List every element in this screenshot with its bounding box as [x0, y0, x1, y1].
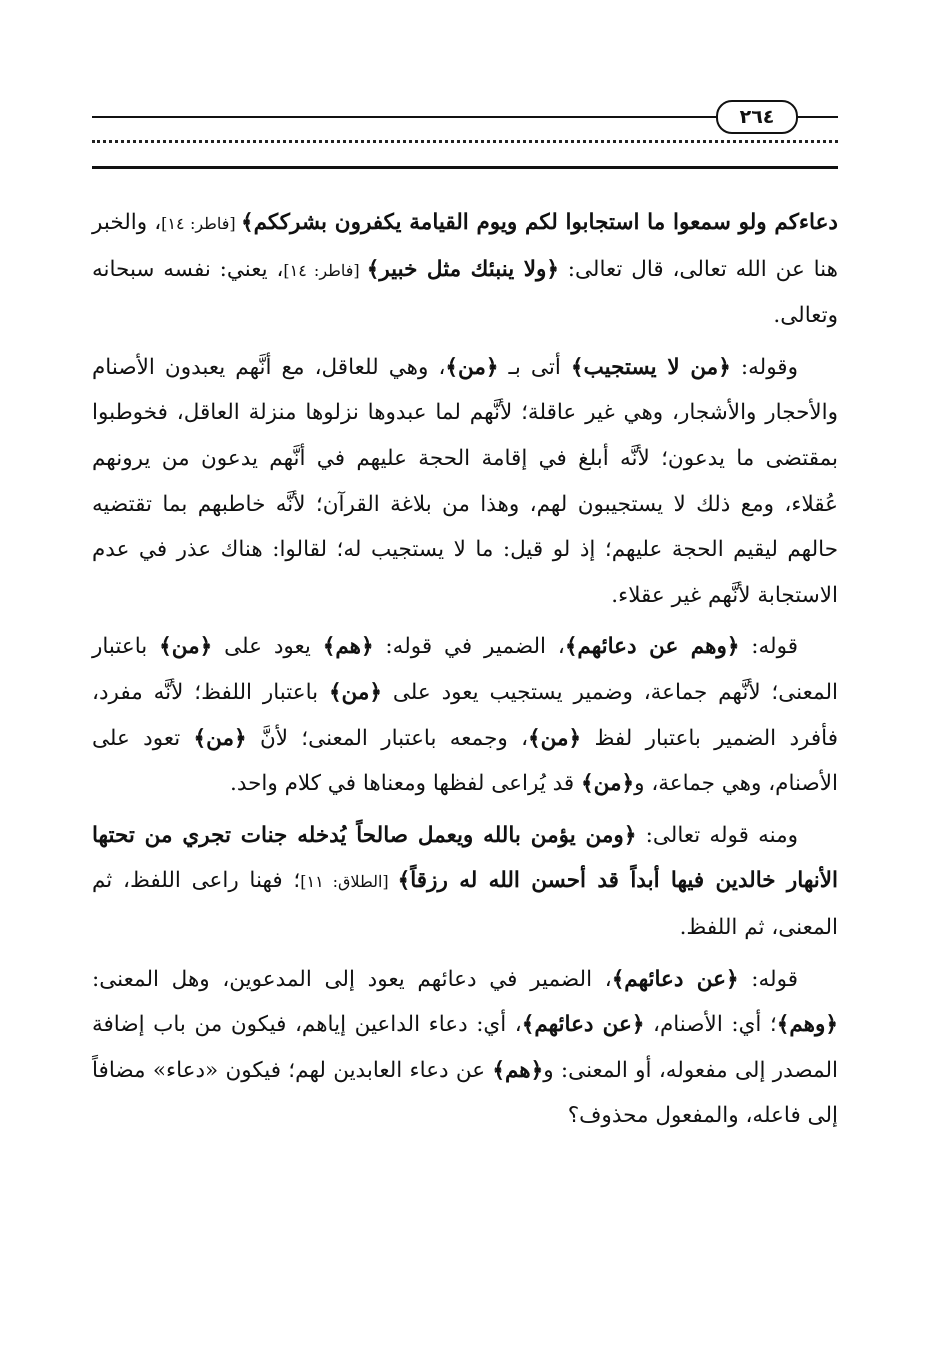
- body-text: ، يعني: نفسه سبحانه وتعالى.: [92, 256, 838, 329]
- quran-quote: ﴿من﴾: [159, 634, 213, 660]
- quran-quote: ﴿من﴾: [445, 354, 499, 380]
- page-number: ٢٦٤: [716, 100, 798, 134]
- page-header: [92, 96, 838, 176]
- body-text: ، وهي للعاقل، مع أنَّهم يعبدون الأصنام والأحجار والأشجار، وهي غير عاقلة؛ لأنَّهم لما عبدوها نزلوها منزلة العاقل، فخوطبوا بمقتضى ما يدعون؛ لأنَّه أبلغ في إقامة الحجة عليهم في أنَّهم يدعون من يرونهم عُقلاء، ومع ذلك لا يستجيبون لهم، وهذا من بلاغة القرآن؛ لأنَّه خاطبهم بما تقتضيه حالهم ليقيم الحجة عليهم؛ إذ لو قيل: ما لا يستجيب له؛ لقالوا: هناك عذر في عدم الاستجابة لأنَّهم غير عقلاء.: [92, 354, 838, 608]
- quran-quote: ﴿ومن يؤمن بالله ويعمل صالحاً يُدخله جنات تجري من تحتها الأنهار خالدين فيها أبداً قد أحسن الله له رزقاً﴾: [92, 822, 838, 894]
- paragraph-2: [92, 345, 838, 619]
- quran-quote: ﴿عن دعائهم﴾: [521, 1012, 645, 1038]
- paragraph-5: [92, 957, 838, 1139]
- body-text: ، أي: دعاء الداعين إياهم، فيكون من باب إضافة المصدر إلى مفعوله، أو المعنى: و: [92, 1012, 838, 1083]
- quran-quote: ﴿من﴾: [528, 725, 582, 751]
- body-text: وقوله:: [730, 354, 798, 380]
- quran-quote: ﴿من لا يستجيب﴾: [570, 354, 731, 380]
- page-body: [92, 200, 838, 1145]
- verse-reference: [فاطر: ١٤]: [283, 260, 367, 280]
- body-text: يعود على: [212, 634, 323, 660]
- quran-quote: ﴿من﴾: [581, 771, 635, 797]
- body-text: ومنه قوله تعالى:: [636, 822, 798, 848]
- verse-reference: [فاطر: ١٤]: [161, 214, 241, 233]
- body-text: باعتبار اللفظ؛ لأنَّه مفرد، فأفرد الضمير باعتبار لفظ: [92, 679, 838, 751]
- quran-quote: ﴿من﴾: [328, 679, 383, 705]
- quran-quote: دعاءكم ولو سمعوا ما استجابوا لكم ويوم القيامة يكفرون بشرككم﴾: [241, 210, 838, 235]
- quran-quote: ﴿من﴾: [193, 725, 247, 751]
- body-text: ، الضمير في دعائهم يعود إلى المدعوين، وهل المعنى:: [92, 966, 612, 992]
- body-text: باعتبار المعنى؛ لأنَّهم جماعة، وضمير يستجيب يعود على: [92, 634, 838, 705]
- body-text: أتى بـ: [498, 354, 571, 380]
- body-text: ، وجمعه باعتبار المعنى؛ لأنَّ: [246, 725, 529, 751]
- body-text: عن دعاء العابدين لهم؛ فيكون «دعاء» مضافاً إلى فاعله، والمفعول محذوف؟: [92, 1057, 838, 1129]
- quran-quote: ﴿عن دعائهم﴾: [611, 966, 739, 992]
- body-text: قوله:: [739, 634, 798, 660]
- paragraph-1: [92, 200, 838, 339]
- dotted-divider: [92, 140, 838, 143]
- paragraph-3: [92, 624, 838, 806]
- paragraph-4: [92, 813, 838, 951]
- body-text: قوله:: [738, 966, 798, 992]
- verse-reference: [الطلاق: ١١]: [300, 872, 398, 892]
- body-text: ، الضمير في قوله:: [373, 634, 565, 660]
- body-text: تعود على الأصنام، وهي جماعة، و: [92, 725, 838, 797]
- quran-quote: ﴿ولا ينبئك مثل خبير﴾: [366, 256, 559, 282]
- header-bottom-rule: [92, 166, 838, 169]
- quran-quote: ﴿هم﴾: [492, 1057, 544, 1083]
- quran-quote: ﴿وهم عن دعائهم﴾: [564, 634, 740, 660]
- body-text: قد يُراعى لفظها ومعناها في كلام واحد.: [230, 771, 582, 797]
- quran-quote: ﴿هم﴾: [322, 634, 374, 660]
- quran-quote: ﴿وهم﴾: [776, 1012, 838, 1038]
- body-text: ؛ أي: الأصنام،: [644, 1012, 777, 1038]
- body-text: ؛ فهنا راعى اللفظ، ثم المعنى، ثم اللفظ.: [92, 868, 838, 940]
- body-text: ، والخبر هنا عن الله تعالى، قال تعالى:: [92, 210, 838, 282]
